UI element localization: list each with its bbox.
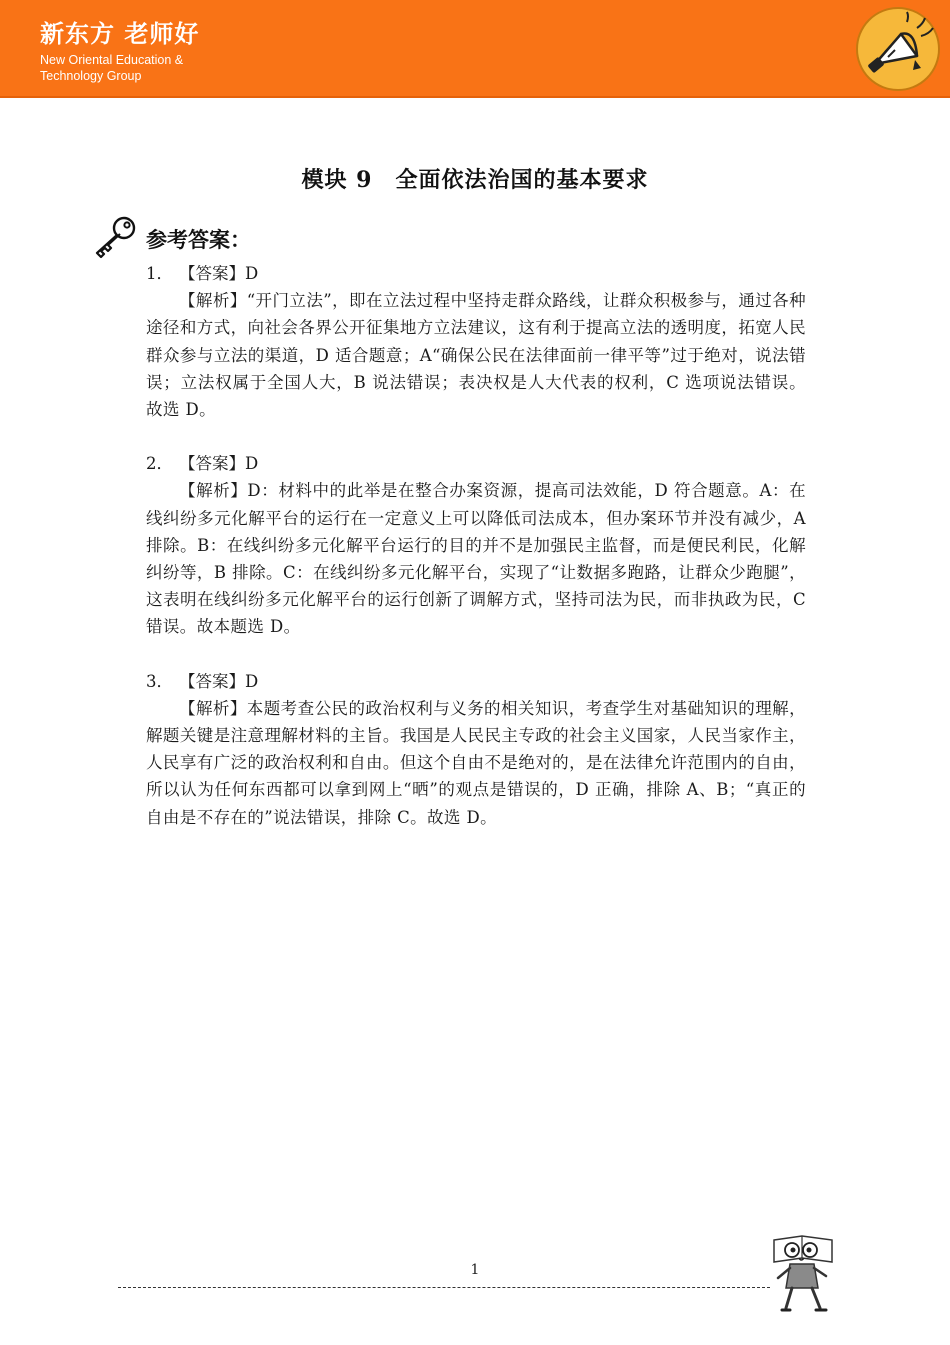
header-banner [0, 0, 950, 98]
brand-name-en: New Oriental Education & Technology Group [40, 53, 184, 83]
reading-mascot-icon [768, 1232, 838, 1316]
analysis-text: 【解析】本题考查公民的政治权利与义务的相关知识，考查学生对基础知识的理解，解题关键是注意理解材料的主旨。我国是人民民主专政的社会主义国家，人民当家作主，人民享有广泛的政治权利和自由。但这个自由不是绝对的，是在法律允许范围内的自由，所以认为任何东西都可以拿到网上“晒”的观点是错误的，D 正确，排除 A、B；“真正的自由是不存在的”说法错误，排除 C。故选 D。 [146, 698, 806, 827]
page-title: 模块 9 全面依法治国的基本要求 [301, 167, 649, 193]
answer-item-3 [146, 668, 806, 831]
item-number: 2． [146, 454, 173, 474]
answer-value: 【答案】D [179, 671, 259, 691]
footer-divider [118, 1287, 770, 1288]
key-icon [92, 215, 138, 259]
answer-list [146, 260, 806, 858]
answer-heading: 参考答案： [146, 227, 251, 252]
analysis-text: 【解析】D：材料中的此举是在整合办案资源，提高司法效能，D 符合题意。A：在线纠纷多元化解平台的运行在一定意义上可以降低司法成本，但办案环节并没有减少，A 排除。B：在线纠纷多元化解平台运行的目的并不是加强民主监督，而是便民利民，化解纠纷等，B 排除。C：在线纠纷多元化解平台，实现了“让数据多跑路，让群众少跑腿”，这表明在线纠纷多元化解平台的运行创新了调解方式，坚持司法为民，而非执政为民，C 错误。故本题选 D。 [146, 481, 806, 637]
answer-line [146, 668, 806, 695]
answer-line [146, 260, 806, 287]
analysis-text: 【解析】“开门立法”，即在立法过程中坚持走群众路线，让群众积极参与，通过各种途径和方式，向社会各界公开征集地方立法建议，这有利于提高立法的透明度，拓宽人民群众参与立法的渠道，D 适合题意；A“确保公民在法律面前一律平等”过于绝对，说法错误；立法权属于全国人大，B 说法错误；表决权是人大代表的权利，C 选项说法错误。故选 D。 [146, 291, 806, 420]
answer-item-2 [146, 450, 806, 640]
answer-item-1 [146, 260, 806, 423]
answer-value: 【答案】D [179, 264, 259, 283]
page-number: 1 [470, 1262, 480, 1278]
item-number: 3． [146, 671, 173, 691]
megaphone-logo-icon [855, 6, 941, 92]
answer-line [146, 450, 806, 477]
answer-value: 【答案】D [179, 454, 259, 474]
item-number: 1． [146, 264, 173, 283]
brand-name-cn: 新东方 老师好 [40, 20, 200, 48]
